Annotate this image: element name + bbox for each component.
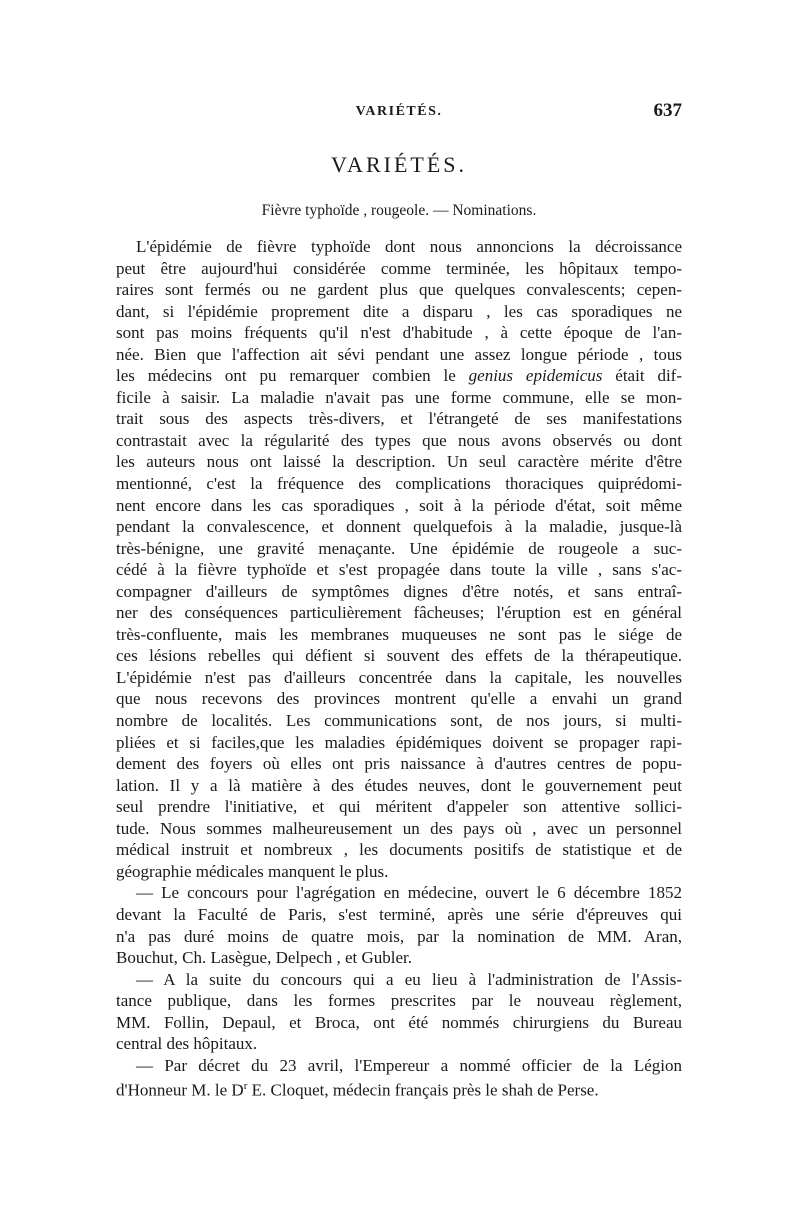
text-line — [116, 667, 682, 689]
text-run: très-confluente, mais les membranes muqueuses ne sont pas le siége de — [116, 624, 682, 644]
section-subtitle: Fièvre typhoïde , rougeole. — Nominations. — [261, 202, 537, 219]
text-run: sont pas moins fréquents qu'il n'est d'habitude , à cette époque de l'an- — [116, 323, 682, 343]
text-line — [116, 688, 682, 710]
text-line — [116, 796, 682, 818]
text-run: pliées et si faciles,que les maladies épidémiques doivent se propager rapi- — [116, 732, 682, 752]
text-run: très-bénigne, une gravité menaçante. Une épidémie de rougeole a suc- — [116, 538, 682, 558]
text-line — [116, 538, 682, 560]
running-title: VARIÉTÉS. — [355, 104, 443, 119]
text-run: L'épidémie n'est pas d'ailleurs concentrée dans la capitale, les nouvelles — [116, 667, 682, 687]
text-run: Bouchut, Ch. Lasègue, Delpech , et Gubler. — [116, 948, 413, 968]
text-run: les médecins ont pu remarquer combien le — [116, 366, 469, 386]
text-line — [116, 710, 682, 732]
text-line — [116, 732, 682, 754]
text-run: central des hôpitaux. — [116, 1034, 258, 1054]
text-run: ficile à saisir. La maladie n'avait pas une forme commune, elle se mon- — [116, 387, 682, 407]
text-run: pendant la convalescence, et donnent quelquefois à la maladie, jusque-là — [116, 517, 682, 537]
running-head — [116, 100, 682, 124]
text-line — [116, 1012, 682, 1034]
text-run: — Par décret du 23 avril, l'Empereur a nommé officier de la Légion — [136, 1055, 682, 1075]
text-line — [116, 322, 682, 344]
text-line — [116, 818, 682, 840]
page-number: 637 — [653, 100, 682, 121]
text-run: que nous recevons des provinces montrent qu'elle a envahi un grand — [116, 689, 682, 709]
text-line — [116, 473, 682, 495]
text-line — [116, 624, 682, 646]
text-run: née. Bien que l'affection ait sévi pendant une assez longue période , tous — [116, 344, 682, 364]
text-run: ner des conséquences particulièrement fâcheuses; l'éruption est en général — [116, 603, 682, 623]
text-line — [116, 236, 682, 258]
text-run: était dif- — [602, 366, 682, 386]
text-run: d'Honneur M. le D — [116, 1080, 244, 1100]
text-line — [116, 279, 682, 301]
text-line — [116, 365, 682, 387]
text-run: cédé à la fièvre typhoïde et s'est propagée dans toute la ville , sans s'ac- — [116, 560, 682, 580]
text-run: L'épidémie de fièvre typhoïde dont nous annoncions la décroissance — [136, 237, 682, 256]
text-line — [116, 1033, 682, 1055]
text-run: MM. Follin, Depaul, et Broca, ont été nommés chirurgiens du Bureau — [116, 1012, 682, 1032]
text-line — [116, 882, 682, 904]
text-line — [116, 926, 682, 948]
text-line — [116, 559, 682, 581]
text-run: les auteurs nous ont laissé la description. Un seul caractère mérite d'être — [116, 452, 682, 472]
text-line — [116, 861, 682, 883]
text-line — [116, 645, 682, 667]
section-title: VARIÉTÉS. — [331, 152, 467, 177]
text-run: devant la Faculté de Paris, s'est terminé, après une série d'épreuves qui — [116, 904, 682, 924]
text-run: contrastait avec la régularité des types que nous avons observés ou dont — [116, 430, 682, 450]
text-run: E. Cloquet, médecin français près le shah de Perse. — [247, 1080, 599, 1100]
text-line — [116, 904, 682, 926]
text-line — [116, 1055, 682, 1077]
text-line — [116, 990, 682, 1012]
text-run: dement des foyers où elles ont pris naissance à d'autres centres de popu- — [116, 754, 682, 774]
text-line — [116, 1076, 682, 1098]
text-line — [116, 602, 682, 624]
text-line — [116, 258, 682, 280]
superscript: r — [243, 1080, 248, 1093]
text-run: seul prendre l'initiative, et qui méritent d'appeler son attentive sollici- — [116, 797, 682, 817]
text-run: tance publique, dans les formes prescrites par le nouveau règlement, — [116, 991, 682, 1011]
italic-phrase: genius epidemicus — [468, 366, 603, 386]
text-line — [116, 495, 682, 517]
text-line — [116, 344, 682, 366]
text-run: tude. Nous sommes malheureusement un des pays où , avec un personnel — [116, 818, 682, 838]
text-run: nombre de localités. Les communications sont, de nos jours, si multi- — [116, 711, 682, 731]
text-line — [116, 516, 682, 538]
text-run: dant, si l'épidémie proprement dite a disparu , les cas sporadiques ne — [116, 301, 682, 321]
text-run: lation. Il y a là matière à des études neuves, dont le gouvernement peut — [116, 775, 682, 795]
text-run: nent encore dans les cas sporadiques , soit à la période d'état, soit même — [116, 495, 682, 515]
text-line — [116, 969, 682, 991]
text-run: compagner d'ailleurs de symptômes dignes d'être notés, et sans entraî- — [116, 581, 682, 601]
text-run: géographie médicales manquent le plus. — [116, 861, 389, 881]
text-run: ces lésions rebelles qui défient si souvent des effets de la thérapeutique. — [116, 646, 682, 666]
text-line — [116, 408, 682, 430]
text-line — [116, 430, 682, 452]
text-run: mentionné, c'est la fréquence des complications thoraciques quiprédomi- — [116, 474, 682, 494]
text-line — [116, 581, 682, 603]
text-run: — Le concours pour l'agrégation en médecine, ouvert le 6 décembre 1852 — [136, 883, 682, 903]
text-line — [116, 301, 682, 323]
text-run: médical instruit et nombreux , les documents positifs de statistique et de — [116, 840, 682, 860]
text-line — [116, 947, 682, 969]
text-run: raires sont fermés ou ne gardent plus que quelques convalescents; cepen- — [116, 280, 682, 300]
text-line — [116, 839, 682, 861]
text-run: — A la suite du concours qui a eu lieu à l'administration de l'Assis- — [136, 969, 682, 989]
text-line — [116, 775, 682, 797]
text-run: peut être aujourd'hui considérée comme terminée, les hôpitaux tempo- — [116, 258, 682, 278]
text-run: trait sous des aspects très-divers, et l'étrangeté de ses manifestations — [116, 409, 682, 429]
text-line — [116, 451, 682, 473]
text-line — [116, 387, 682, 409]
text-line — [116, 753, 682, 775]
text-run: n'a pas duré moins de quatre mois, par la nomination de MM. Aran, — [116, 926, 682, 946]
article-body — [116, 236, 682, 1098]
